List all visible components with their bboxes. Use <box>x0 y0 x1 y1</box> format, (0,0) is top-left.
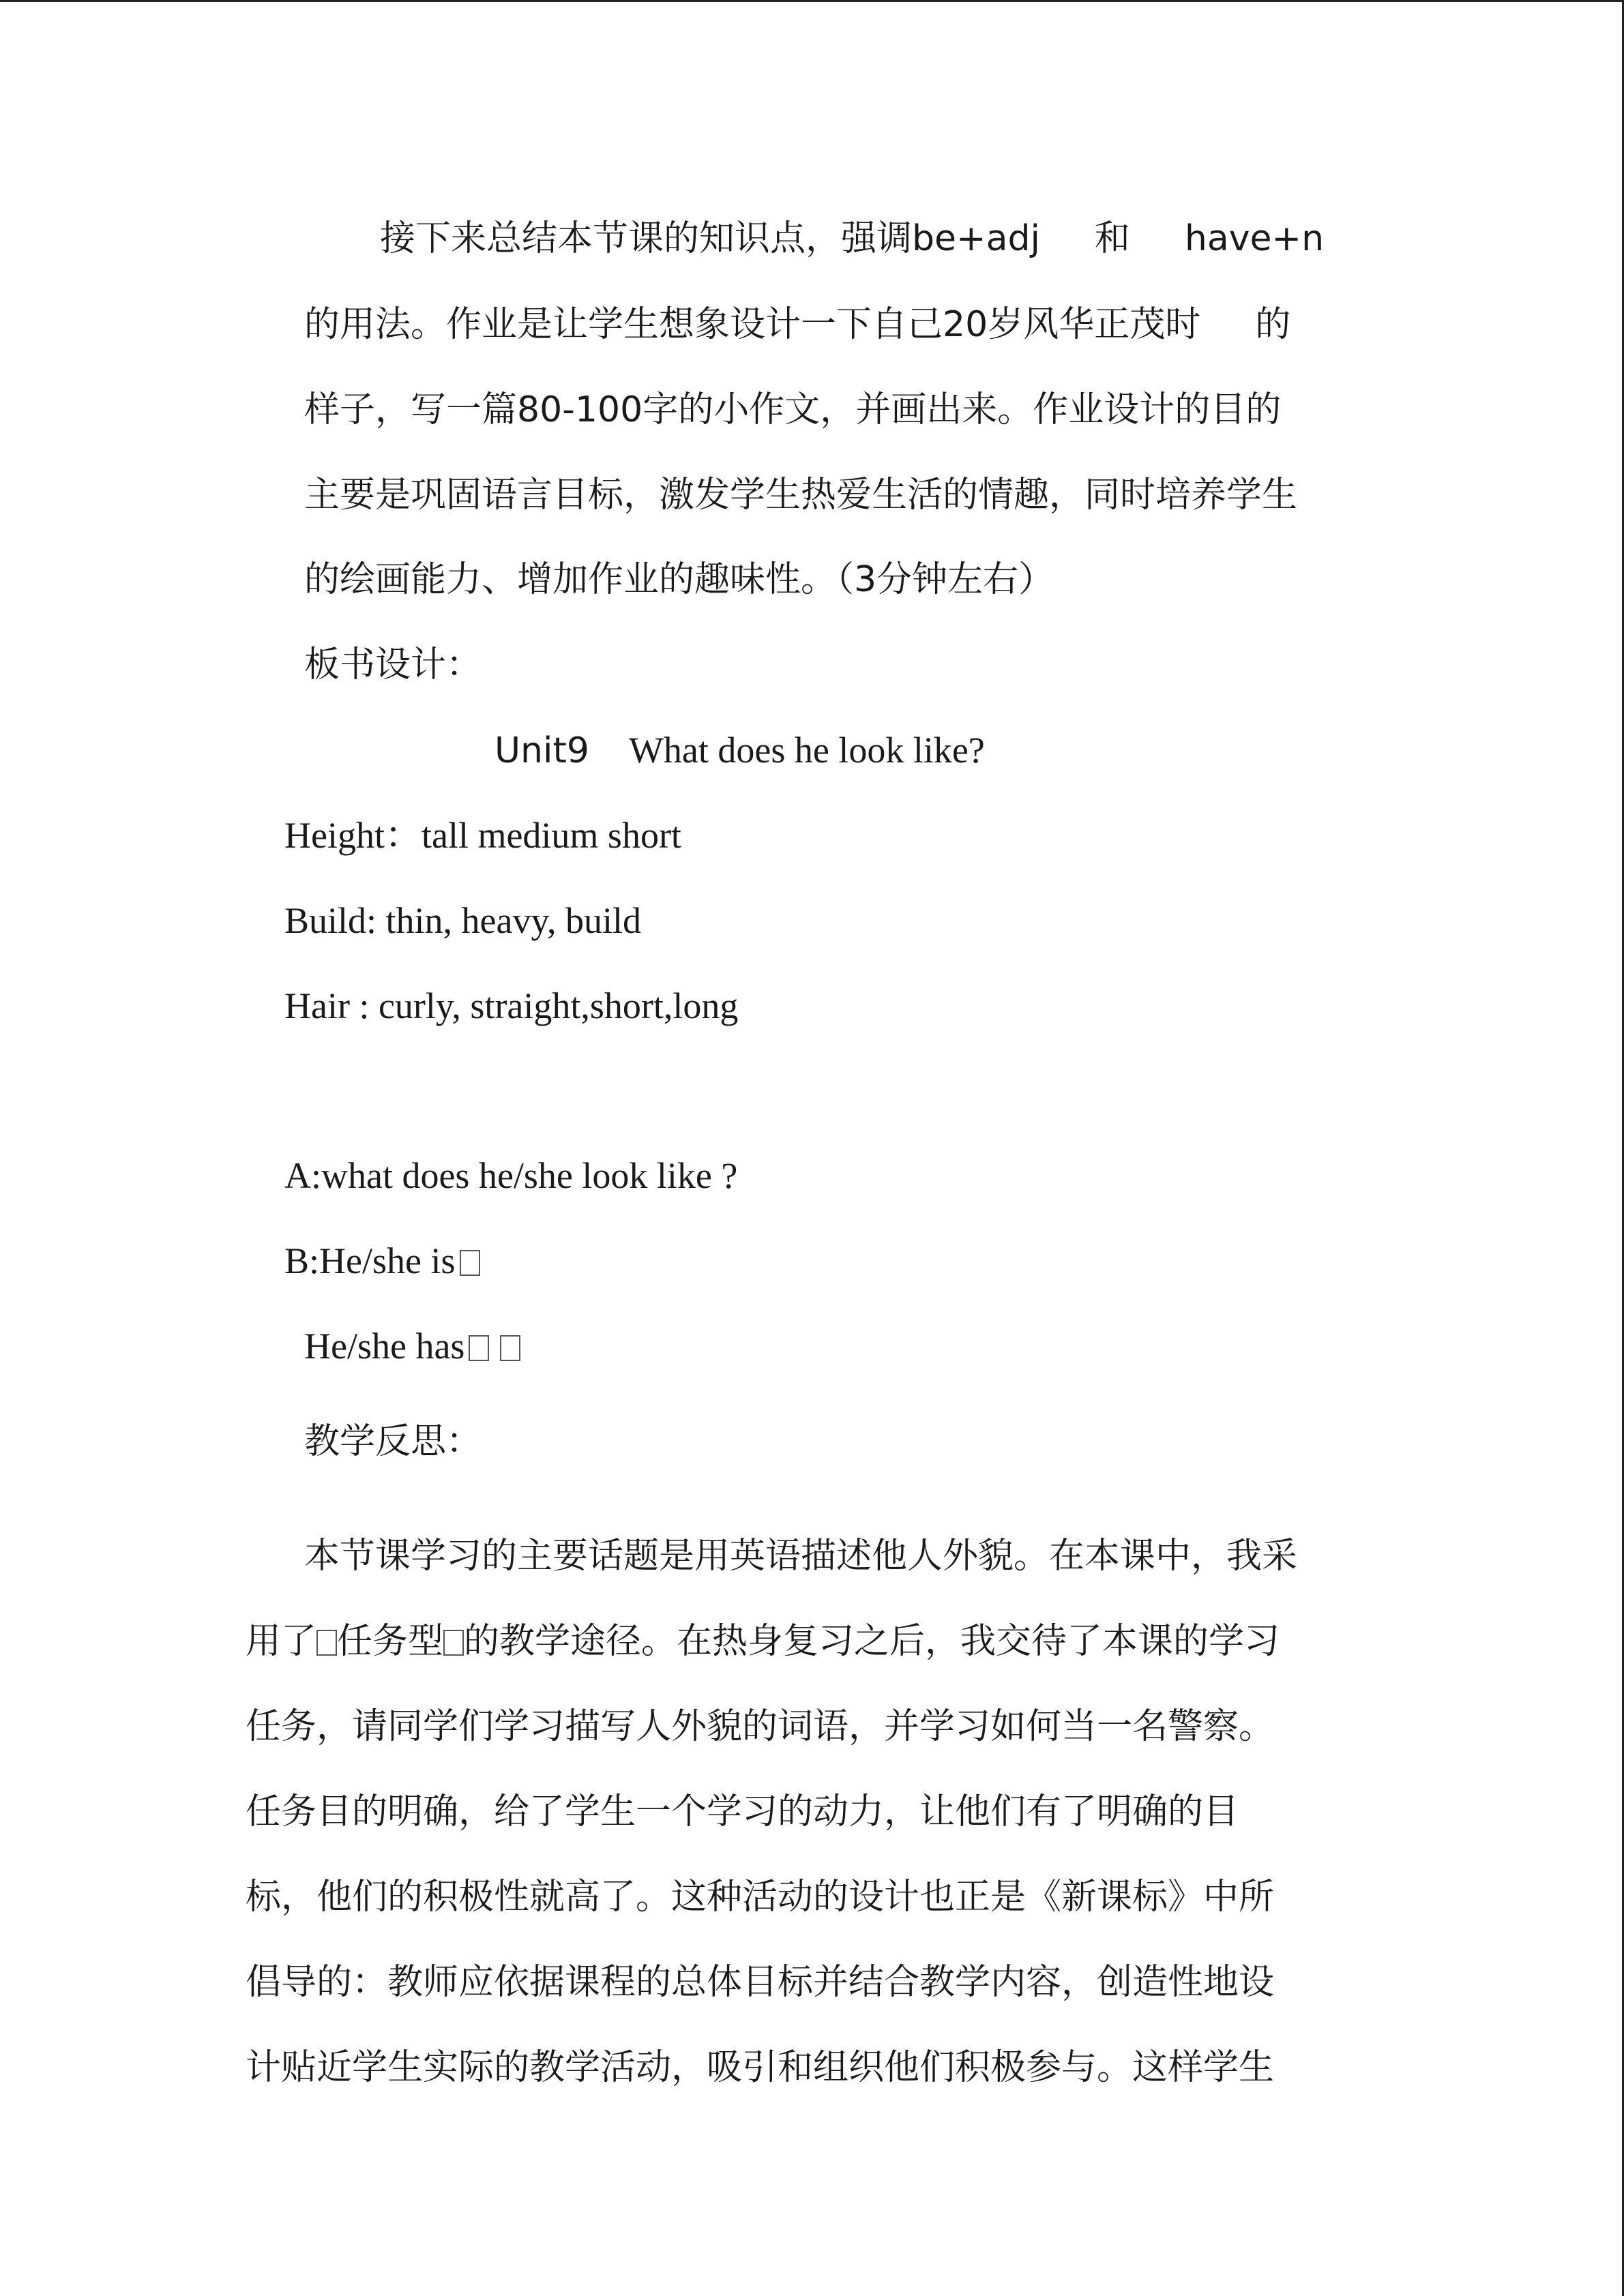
p1-line-2 <box>304 303 1290 346</box>
board-height: Height：tall medium short <box>284 815 681 856</box>
p1-line-3 <box>304 388 1281 432</box>
reflection-line-1: 本节课学习的主要话题是用英语描述他人外貌。在本课中，我采 <box>304 1536 1298 1577</box>
text: 的教学途径。在热身复习之后，我交待了本课的学习 <box>464 1621 1280 1662</box>
text: 岁风华正茂时 <box>988 304 1201 345</box>
board-build: Build: thin, heavy, build <box>284 900 641 941</box>
text: 字的小作文，并画出来。作业设计的目的 <box>643 389 1282 430</box>
p1-line-5 <box>304 558 1054 601</box>
placeholder-box <box>500 1335 520 1361</box>
text-have-n: have+n <box>1184 218 1325 259</box>
unit-question: What does he look like? <box>628 730 985 771</box>
board-question: A:what does he/she look like ? <box>284 1155 738 1196</box>
text: 和 <box>1094 218 1130 259</box>
text: B:He/she is <box>284 1240 456 1281</box>
reflection-line-5: 标，他们的积极性就高了。这种活动的设计也正是《新课标》中所 <box>246 1877 1275 1918</box>
reflection-line-6: 倡导的：教师应依据课程的总体目标并结合教学内容，创造性地设 <box>246 1962 1275 2003</box>
text-number: 20 <box>943 304 988 345</box>
board-hair: Hair : curly, straight,short,long <box>284 985 739 1026</box>
text: 用了 <box>246 1621 317 1662</box>
reflection-line-4: 任务目的明确，给了学生一个学习的动力，让他们有了明确的目 <box>246 1791 1239 1832</box>
p1-line-1 <box>380 217 1324 260</box>
text: 接下来总结本节课的知识点，强调 <box>380 218 913 259</box>
text-task-based: 任务型 <box>337 1621 444 1662</box>
text-number: 3 <box>854 559 877 600</box>
reflection-line-7: 计贴近学生实际的教学活动，吸引和组织他们积极参与。这样学生 <box>246 2047 1275 2088</box>
unit-label: Unit9 <box>494 730 589 771</box>
reflection-line-3: 任务，请同学们学习描写人外貌的词语，并学习如何当一名警察。 <box>246 1706 1275 1747</box>
board-answer-2 <box>304 1324 520 1368</box>
text: 的绘画能力、增加作业的趣味性。（ <box>304 559 855 600</box>
text-be-adj: be+adj <box>912 218 1040 259</box>
board-heading: 板书设计： <box>304 644 482 685</box>
text: 的用法。作业是让学生想象设计一下自己 <box>304 304 943 345</box>
reflection-line-2 <box>246 1620 1280 1663</box>
board-title <box>494 728 985 773</box>
text: 样子，写一篇 <box>304 389 518 430</box>
placeholder-box <box>469 1335 489 1361</box>
text: 分钟左右） <box>876 559 1054 600</box>
quote-close-box <box>443 1630 464 1656</box>
text: He/she has <box>304 1326 465 1367</box>
quote-open-box <box>316 1630 337 1656</box>
placeholder-box <box>460 1250 480 1276</box>
top-border <box>0 0 1624 2</box>
text-number: 80-100 <box>517 389 643 430</box>
board-answer-1 <box>284 1239 480 1283</box>
reflection-heading: 教学反思： <box>304 1421 482 1462</box>
text: 的 <box>1255 304 1291 345</box>
p1-line-4: 主要是巩固语言目标，激发学生热爱生活的情趣，同时培养学生 <box>304 475 1298 516</box>
